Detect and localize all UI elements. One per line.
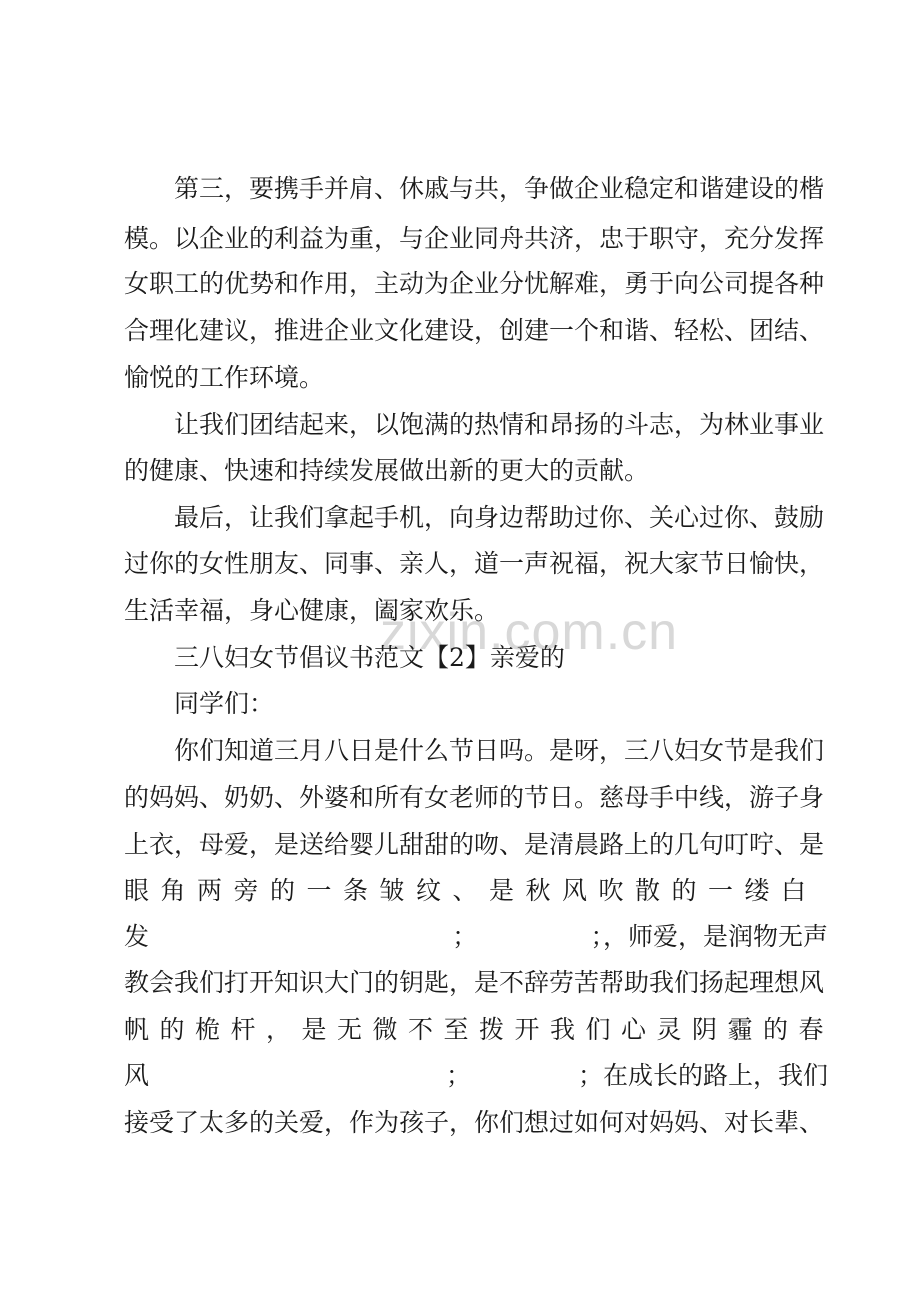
text-fragment: ； [445, 1061, 471, 1090]
text-fragment: ； [452, 922, 478, 951]
text-line: 上衣，母爱，是送给婴儿甜甜的吻、是清晨路上的几句叮咛、是 [124, 830, 825, 859]
text-line: 女职工的优势和作用，主动为企业分忧解难，勇于向公司提各种 [124, 269, 825, 298]
text-line: 愉悦的工作环境。 [124, 363, 325, 392]
text-line [124, 922, 828, 952]
text-line: 的健康、快速和持续发展做出新的更大的贡献。 [124, 456, 650, 485]
text-line: 第三，要携手并肩、休戚与共，争做企业稳定和谐建设的楷 [174, 174, 825, 203]
text-line: 同学们： [174, 689, 275, 718]
text-line: 接受了太多的关爱，作为孩子，你们想过如何对妈妈、对长辈、 [124, 1108, 825, 1137]
text-line: 最后，让我们拿起手机，向身边帮助过你、关心过你、鼓励 [174, 503, 825, 532]
text-line: 帆的桅杆，是无微不至拨开我们心灵阴霾的春 [124, 1015, 835, 1044]
text-line: 让我们团结起来，以饱满的热情和昂扬的斗志，为林业事业 [174, 410, 825, 439]
text-line: 教会我们打开知识大门的钥匙，是不辞劳苦帮助我们扬起理想风 [124, 968, 825, 997]
text-fragment: 发 [124, 922, 150, 951]
text-line: 眼角两旁的一条皱纹、是秋风吹散的一缕白 [124, 876, 818, 905]
text-fragment: ；在成长的路上，我们 [577, 1061, 828, 1090]
text-line: 模。以企业的利益为重，与企业同舟共济，忠于职守，充分发挥 [124, 224, 825, 253]
text-line: 的妈妈、奶奶、外婆和所有女老师的节日。慈母手中线，游子身 [124, 783, 825, 812]
text-fragment: 风 [124, 1061, 150, 1090]
text-fragment: ；，师爱，是润物无声 [590, 922, 828, 951]
text-line: 过你的女性朋友、同事、亲人，道一声祝福，祝大家节日愉快， [124, 549, 825, 578]
text-line: 生活幸福，身心健康，阖家欢乐。 [124, 596, 500, 625]
section-heading: 三八妇女节倡议书范文【2】亲爱的 [174, 643, 565, 672]
text-line: 合理化建议，推进企业文化建设，创建一个和谐、轻松、团结、 [124, 316, 825, 345]
text-line [124, 1061, 828, 1091]
text-line: 你们知道三月八日是什么节日吗。是呀，三八妇女节是我们 [174, 736, 825, 765]
watermark: zixin.com.cn [380, 603, 679, 661]
